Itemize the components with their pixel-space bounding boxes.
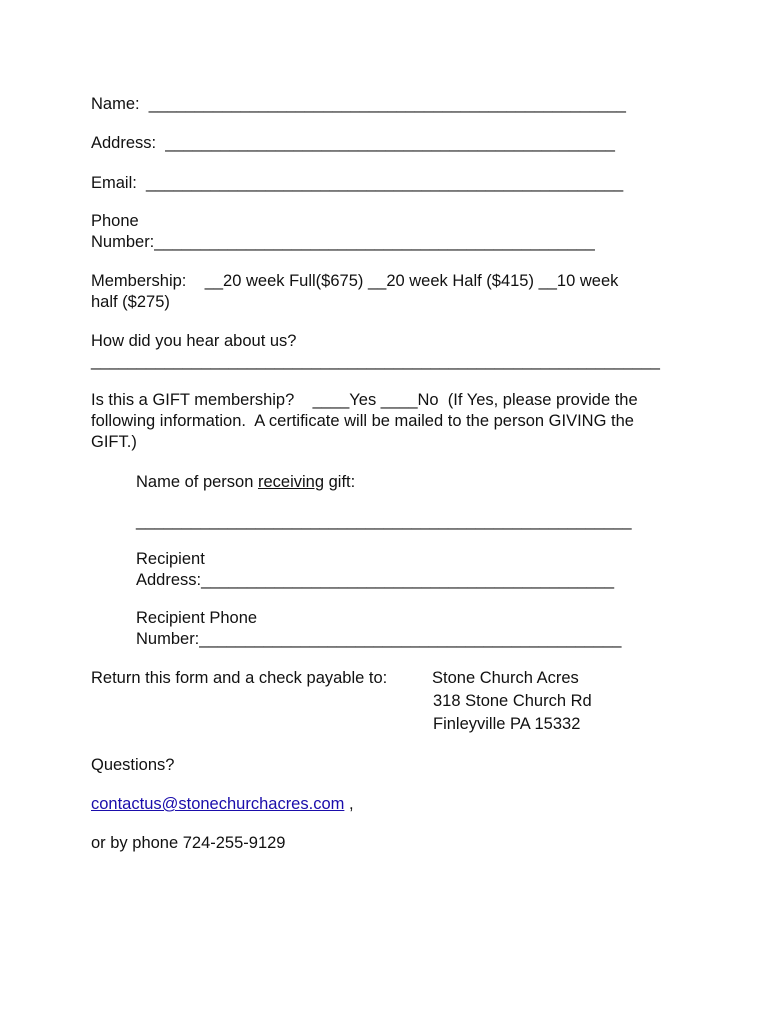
name-field[interactable]: Name: ____________________________________________________ <box>91 95 626 113</box>
hear-about-label: How did you hear about us? <box>91 332 297 350</box>
email-field[interactable]: Email: ____________________________________________________ <box>91 174 624 192</box>
mailing-address-city: Finleyville PA 15332 <box>433 715 581 733</box>
gift-question-cont: following information. A certificate will be mailed to the person GIVING the <box>91 412 634 430</box>
recipient-phone-field[interactable]: Number:______________________________________________ <box>136 630 622 648</box>
membership-options[interactable]: Membership: __20 week Full($675) __20 week Half ($415) __10 week <box>91 272 619 290</box>
recipient-address-label: Recipient <box>136 550 205 568</box>
hear-about-field[interactable]: ______________________________________________________________ <box>91 352 660 370</box>
address-field[interactable]: Address: _________________________________________________ <box>91 134 615 152</box>
contact-email-link[interactable]: contactus@stonechurchacres.com <box>91 795 345 813</box>
questions-heading: Questions? <box>91 756 175 774</box>
recipient-name-label <box>136 472 355 493</box>
phone-field[interactable]: Number:________________________________________________ <box>91 233 595 251</box>
membership-options-cont: half ($275) <box>91 293 170 311</box>
phone-label: Phone <box>91 212 139 230</box>
recipient-phone-label: Recipient Phone <box>136 609 258 627</box>
mailing-address-street: 318 Stone Church Rd <box>433 692 592 710</box>
recipient-address-field[interactable]: Address:_____________________________________________ <box>136 571 615 589</box>
recipient-name-label-pre: Name of person <box>136 473 258 491</box>
contact-email-suffix: , <box>344 795 354 813</box>
contact-email <box>91 794 354 815</box>
recipient-name-label-post: gift: <box>324 473 356 491</box>
gift-question[interactable]: Is this a GIFT membership? ____Yes ____No (If Yes, please provide the <box>91 391 638 409</box>
gift-question-end: GIFT.) <box>91 433 137 451</box>
mailing-address-name: Stone Church Acres <box>432 669 579 687</box>
contact-phone: or by phone 724-255-9129 <box>91 834 286 852</box>
return-instructions: Return this form and a check payable to: <box>91 669 388 687</box>
recipient-name-field[interactable]: ______________________________________________________ <box>136 512 632 530</box>
receiving-word: receiving <box>257 473 325 491</box>
